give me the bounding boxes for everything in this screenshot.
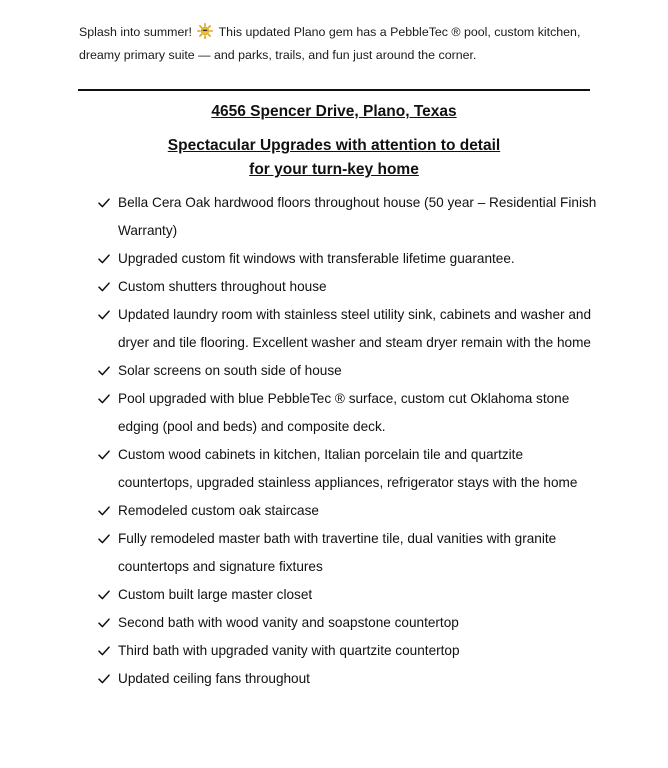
feature-text: Updated ceiling fans throughout	[118, 671, 310, 686]
checkmark-icon	[98, 450, 110, 460]
feature-text: Second bath with wood vanity and soapstone countertop	[118, 615, 459, 630]
feature-item	[98, 189, 598, 245]
feature-text: Fully remodeled master bath with travertine tile, dual vanities with granite countertops and signature fixtures	[118, 531, 557, 574]
feature-text: Upgraded custom fit windows with transferable lifetime guarantee.	[118, 251, 515, 266]
checkmark-icon	[98, 590, 110, 600]
checkmark-icon	[98, 674, 110, 684]
feature-item	[98, 441, 598, 497]
feature-item	[98, 273, 598, 301]
feature-text: Third bath with upgraded vanity with quartzite countertop	[118, 643, 460, 658]
feature-text: Custom wood cabinets in kitchen, Italian porcelain tile and quartzite countertops, upgraded stainless appliances, refrigerator stays with the home	[118, 447, 578, 490]
heading-line-2: for your turn-key home	[249, 161, 419, 178]
features-list	[98, 189, 598, 693]
sun-icon	[197, 23, 213, 45]
heading-line-1: Spectacular Upgrades with attention to detail	[167, 137, 501, 154]
feature-item	[98, 301, 598, 357]
feature-item	[98, 581, 598, 609]
checkmark-icon	[98, 254, 110, 264]
feature-item	[98, 525, 598, 581]
post-caption	[79, 22, 619, 65]
feature-text: Custom built large master closet	[118, 587, 313, 602]
feature-item	[98, 357, 598, 385]
checkmark-icon	[98, 310, 110, 320]
feature-item	[98, 497, 598, 525]
feature-text: Solar screens on south side of house	[118, 363, 342, 378]
property-address: 4656 Spencer Drive, Plano, Texas	[211, 103, 457, 120]
checkmark-icon	[98, 366, 110, 376]
feature-item	[98, 637, 598, 665]
feature-item	[98, 665, 598, 693]
feature-item	[98, 609, 598, 637]
checkmark-icon	[98, 282, 110, 292]
feature-text: Bella Cera Oak hardwood floors throughout house (50 year – Residential Finish Warranty)	[118, 195, 597, 238]
caption-intro: Splash into summer!	[79, 25, 192, 39]
feature-item	[98, 245, 598, 273]
checkmark-icon	[98, 506, 110, 516]
feature-text: Remodeled custom oak staircase	[118, 503, 319, 518]
checkmark-icon	[98, 618, 110, 628]
checkmark-icon	[98, 394, 110, 404]
feature-text: Pool upgraded with blue PebbleTec ® surface, custom cut Oklahoma stone edging (pool and beds) and composite deck.	[118, 391, 570, 434]
feature-item	[98, 385, 598, 441]
divider	[78, 89, 590, 91]
checkmark-icon	[98, 198, 110, 208]
checkmark-icon	[98, 646, 110, 656]
caption-text: This updated Plano gem has a PebbleTec ® pool, custom kitchen, dreamy primary suite — and parks, trails, and fun just around the corner.	[79, 25, 581, 62]
feature-text: Updated laundry room with stainless steel utility sink, cabinets and washer and dryer and tile flooring. Excellent washer and steam dryer remain with the home	[118, 307, 592, 350]
upgrades-heading	[0, 134, 668, 182]
feature-text: Custom shutters throughout house	[118, 279, 327, 294]
checkmark-icon	[98, 534, 110, 544]
